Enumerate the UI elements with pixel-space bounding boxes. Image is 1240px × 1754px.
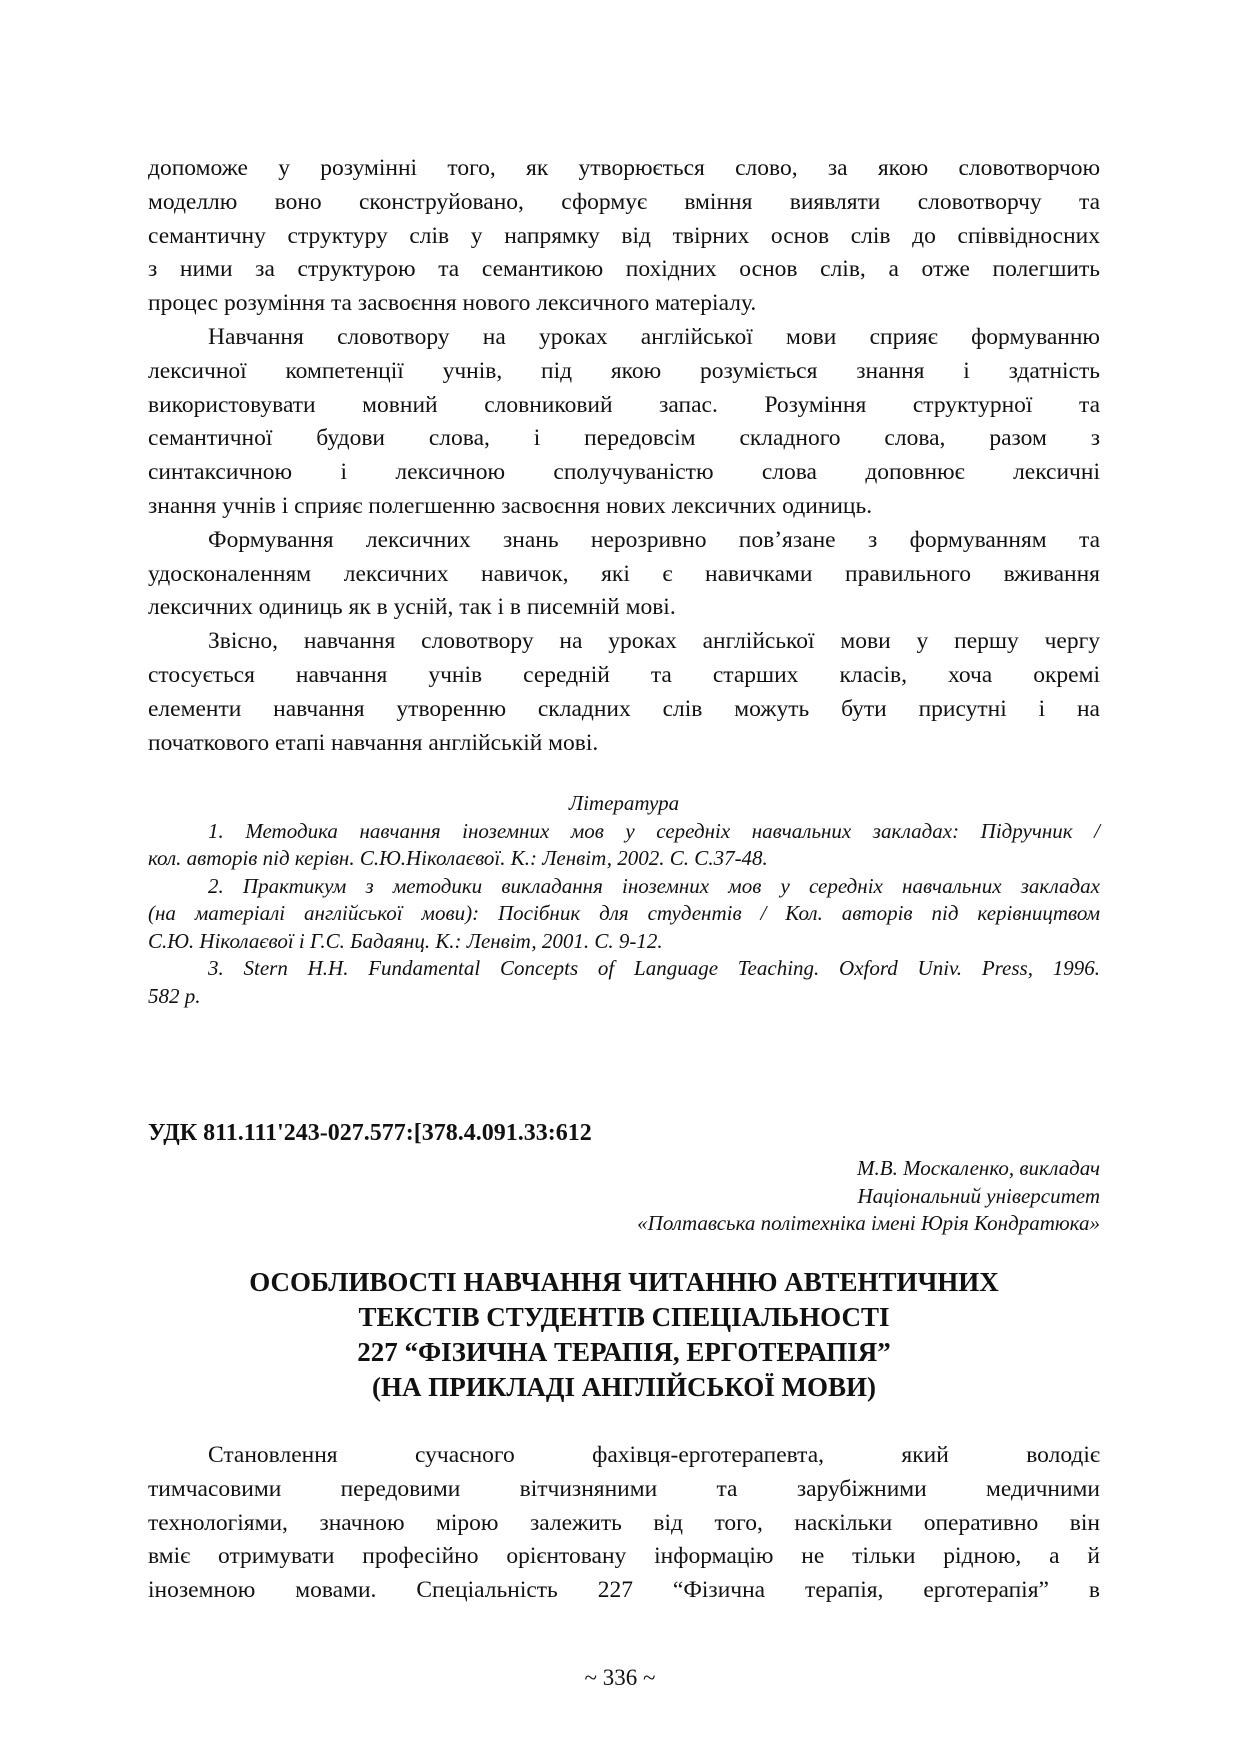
text-line: Звісно, навчання словотвору на уроках англійської мови у першу чергу [208,628,1100,655]
text-line: кол. авторів під керівн. С.Ю.Ніколаєвої. К.: Ленвіт, 2002. С. С.37-48. [148,846,768,870]
text-line: С.Ю. Ніколаєвої і Г.С. Бадаянц. К.: Ленвіт, 2001. С. 9-12. [148,928,663,953]
text-line: 2. Практикум з методики викладання іноземних мов у середніх навчальних закладах [208,873,1100,898]
text-line: 3. Stern H.H. Fundamental Concepts of Language Teaching. Oxford Univ. Press, 1996. [208,956,1100,980]
text-line: 582 p. [148,983,201,1008]
text-line: Формування лексичних знань нерозривно пов’язане з формуванням та [208,526,1100,553]
text-line: семантичну структуру слів у напрямку від твірних основ слів до співвідносних [148,222,1100,249]
text-line: моделлю воно сконструйовано, сформує вміння виявляти словотворчу та [148,188,1100,215]
title-line: (НА ПРИКЛАДІ АНГЛІЙСЬКОЇ МОВИ) [372,1372,876,1402]
text-line: Становлення сучасного фахівця-ерготерапевта, який володіє [208,1442,1100,1468]
article-title [148,1265,1100,1405]
text-line: початкового етапі навчання англійській мові. [148,729,599,756]
paragraph [148,1439,1100,1608]
author-block [148,1155,1100,1238]
text-line: вміє отримувати професійно орієнтовану інформацію не тільки рідною, а й [148,1543,1100,1570]
text-line: технологіями, значною мірою залежить від того, наскільки оперативно він [148,1509,1100,1536]
text-line: знання учнів і сприяє полегшенню засвоєння нових лексичних одиниць. [148,492,873,519]
text-line: елементи навчання утворенню складних слів можуть бути присутні і на [148,695,1100,722]
text-line: з ними за структурою та семантикою похідних основ слів, а отже полегшить [148,256,1100,283]
paragraph [148,524,1100,625]
literature-heading: Література [568,791,680,815]
text-line: тимчасовими передовими вітчизняними та зарубіжними медичними [148,1475,1100,1502]
udk-code: УДК 811.111'243-027.577:[378.4.091.33:612 [148,1120,592,1146]
paragraph [148,625,1100,760]
text-line: допоможе у розумінні того, як утворюється слово, за якою словотворчою [148,155,1100,181]
text-line: іноземною мовами. Спеціальність 227 “Фізична терапія, ерготерапія” в [148,1577,1100,1604]
title-line: 227 “ФІЗИЧНА ТЕРАПІЯ, ЕРГОТЕРАПІЯ” [357,1337,891,1367]
title-line: ОСОБЛИВОСТІ НАВЧАННЯ ЧИТАННЮ АВТЕНТИЧНИХ [249,1267,999,1297]
top-text [148,152,1100,760]
text-line: (на матеріалі англійської мови): Посібник для студентів / Кол. авторів під керівництвом [148,901,1100,925]
text-line: лексичних одиниць як в усній, так і в писемній мові. [148,594,676,621]
paragraph [148,152,1100,321]
text-line: стосується навчання учнів середній та старших класів, хоча окремі [148,661,1100,688]
paragraph [148,321,1100,524]
text-line: 1. Методика навчання іноземних мов у середніх навчальних закладах: Підручник / [208,818,1100,843]
text-line: синтаксичною і лексичною сполучуваністю слова доповнює лексичні [148,459,1100,486]
text-line: Навчання словотвору на уроках англійської мови сприяє формуванню [208,323,1100,350]
author-name: М.В. Москаленко, викладач [857,1156,1100,1180]
affiliation-line: Національний університет [857,1183,1100,1208]
article-body [148,1439,1100,1608]
text-line: використовувати мовний словниковий запас. Розуміння структурної та [148,391,1100,418]
text-line: процес розуміння та засвоєння нового лексичного матеріалу. [148,290,757,317]
text-line: удосконаленням лексичних навичок, які є навичками правильного вживання [148,560,1100,587]
title-line: ТЕКСТІВ СТУДЕНТІВ СПЕЦІАЛЬНОСТІ [358,1302,890,1332]
reference-list [148,818,1100,1011]
text-line: семантичної будови слова, і передовсім складного слова, разом з [148,425,1100,452]
reference-item [148,818,1100,873]
reference-item [148,955,1100,1010]
reference-item [148,873,1100,956]
page-number: ~ 336 ~ [584,1665,656,1690]
literature-section [148,790,1100,1010]
affiliation-line: «Полтавська політехніка імені Юрія Кондратюка» [637,1211,1100,1235]
text-line: лексичної компетенції учнів, під якою розуміється знання і здатність [148,357,1100,384]
